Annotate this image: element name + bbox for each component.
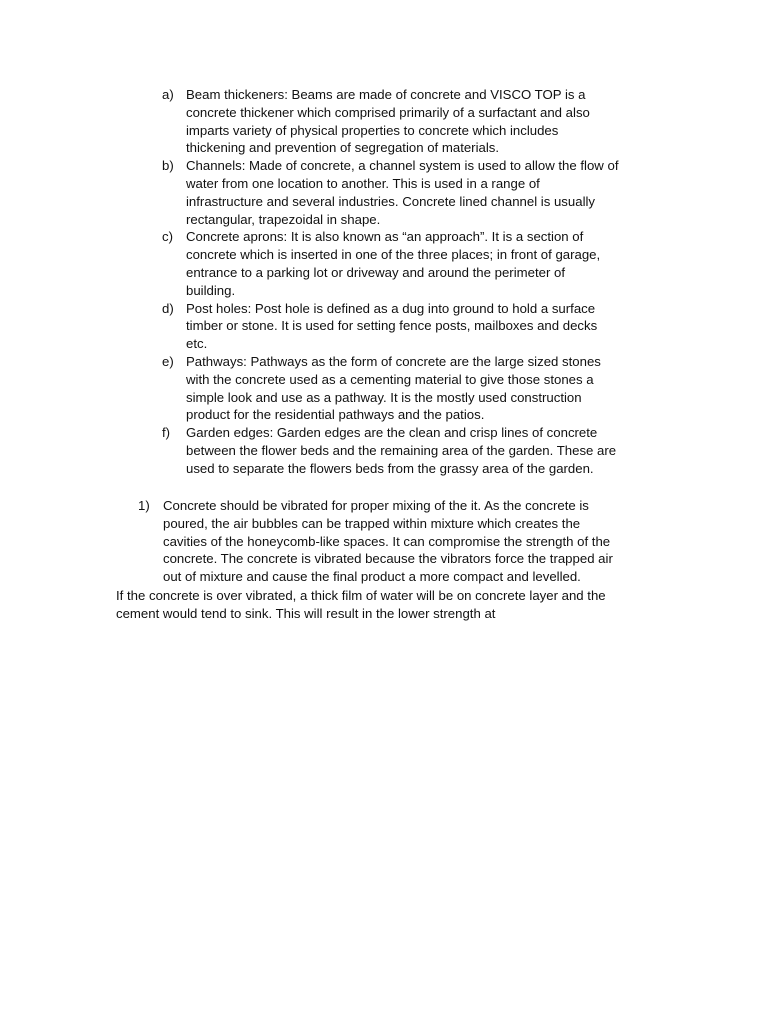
text-line: product for the residential pathways and the patios. [186, 407, 485, 423]
text-line: rectangular, trapezoidal in shape. [186, 211, 381, 227]
list-marker: d) [162, 300, 174, 316]
list-item-text [186, 300, 662, 353]
paragraph-line: If the concrete is over vibrated, a thick film of water will be on concrete layer and the [116, 588, 606, 603]
paragraph-line: cement would tend to sink. This will result in the lower strength at [116, 605, 496, 621]
text-line: Pathways: Pathways as the form of concrete are the large sized stones [186, 353, 601, 369]
list-marker: f) [162, 425, 171, 441]
text-line: imparts variety of physical properties to concrete which includes [186, 122, 559, 138]
text-line: between the flower beds and the remaining area of the garden. These are [186, 442, 617, 458]
text-line: poured, the air bubbles can be trapped within mixture which creates the [163, 515, 581, 531]
lettered-list-item [162, 228, 662, 299]
numbered-list-item [138, 497, 658, 586]
list-item-text [186, 228, 662, 299]
list-item-text [163, 497, 658, 586]
list-item-text [186, 157, 662, 228]
text-line: cavities of the honeycomb-like spaces. It can compromise the strength of the [163, 533, 611, 549]
text-line: used to separate the flowers beds from the grassy area of the garden. [186, 460, 594, 476]
list-item-text [186, 424, 662, 477]
text-line: concrete which is inserted in one of the three places; in front of garage, [186, 247, 601, 263]
lettered-list-item [162, 86, 662, 157]
lettered-list-item [162, 300, 662, 353]
lettered-list-item [162, 157, 662, 228]
lettered-list-item [162, 353, 662, 424]
numbered-list [138, 497, 658, 586]
text-line: infrastructure and several industries. Concrete lined channel is usually [186, 193, 596, 209]
text-line: building. [186, 282, 236, 298]
lettered-list-item [162, 424, 662, 477]
text-line: thickening and prevention of segregation of materials. [186, 140, 500, 156]
text-line: concrete thickener which comprised primarily of a surfactant and also [186, 104, 590, 120]
text-line: out of mixture and cause the final product a more compact and levelled. [163, 569, 581, 585]
list-item-text [186, 86, 662, 157]
text-line: water from one location to another. This is used in a range of [186, 175, 540, 191]
list-marker: e) [162, 353, 174, 369]
list-marker: c) [162, 229, 173, 245]
text-line: with the concrete used as a cementing material to give those stones a [186, 371, 594, 387]
text-line: Concrete should be vibrated for proper mixing of the it. As the concrete is [163, 498, 589, 513]
text-line: Post holes: Post hole is defined as a dug into ground to hold a surface [186, 300, 596, 316]
text-line: Channels: Made of concrete, a channel system is used to allow the flow of [186, 158, 619, 174]
list-marker: b) [162, 158, 174, 174]
lettered-list [162, 86, 662, 478]
text-line: simple look and use as a pathway. It is the mostly used construction [186, 389, 582, 405]
text-line: Concrete aprons: It is also known as “an approach”. It is a section of [186, 229, 584, 245]
text-line: Beam thickeners: Beams are made of concrete and VISCO TOP is a [186, 87, 586, 102]
list-item-text [186, 353, 662, 424]
body-paragraph [116, 587, 656, 623]
text-line: timber or stone. It is used for setting fence posts, mailboxes and decks [186, 318, 598, 334]
text-line: entrance to a parking lot or driveway and around the perimeter of [186, 264, 565, 280]
text-line: etc. [186, 336, 208, 352]
list-marker: a) [162, 87, 174, 102]
list-marker: 1) [138, 498, 150, 513]
text-line: Garden edges: Garden edges are the clean and crisp lines of concrete [186, 425, 598, 441]
text-line: concrete. The concrete is vibrated because the vibrators force the trapped air [163, 551, 613, 567]
